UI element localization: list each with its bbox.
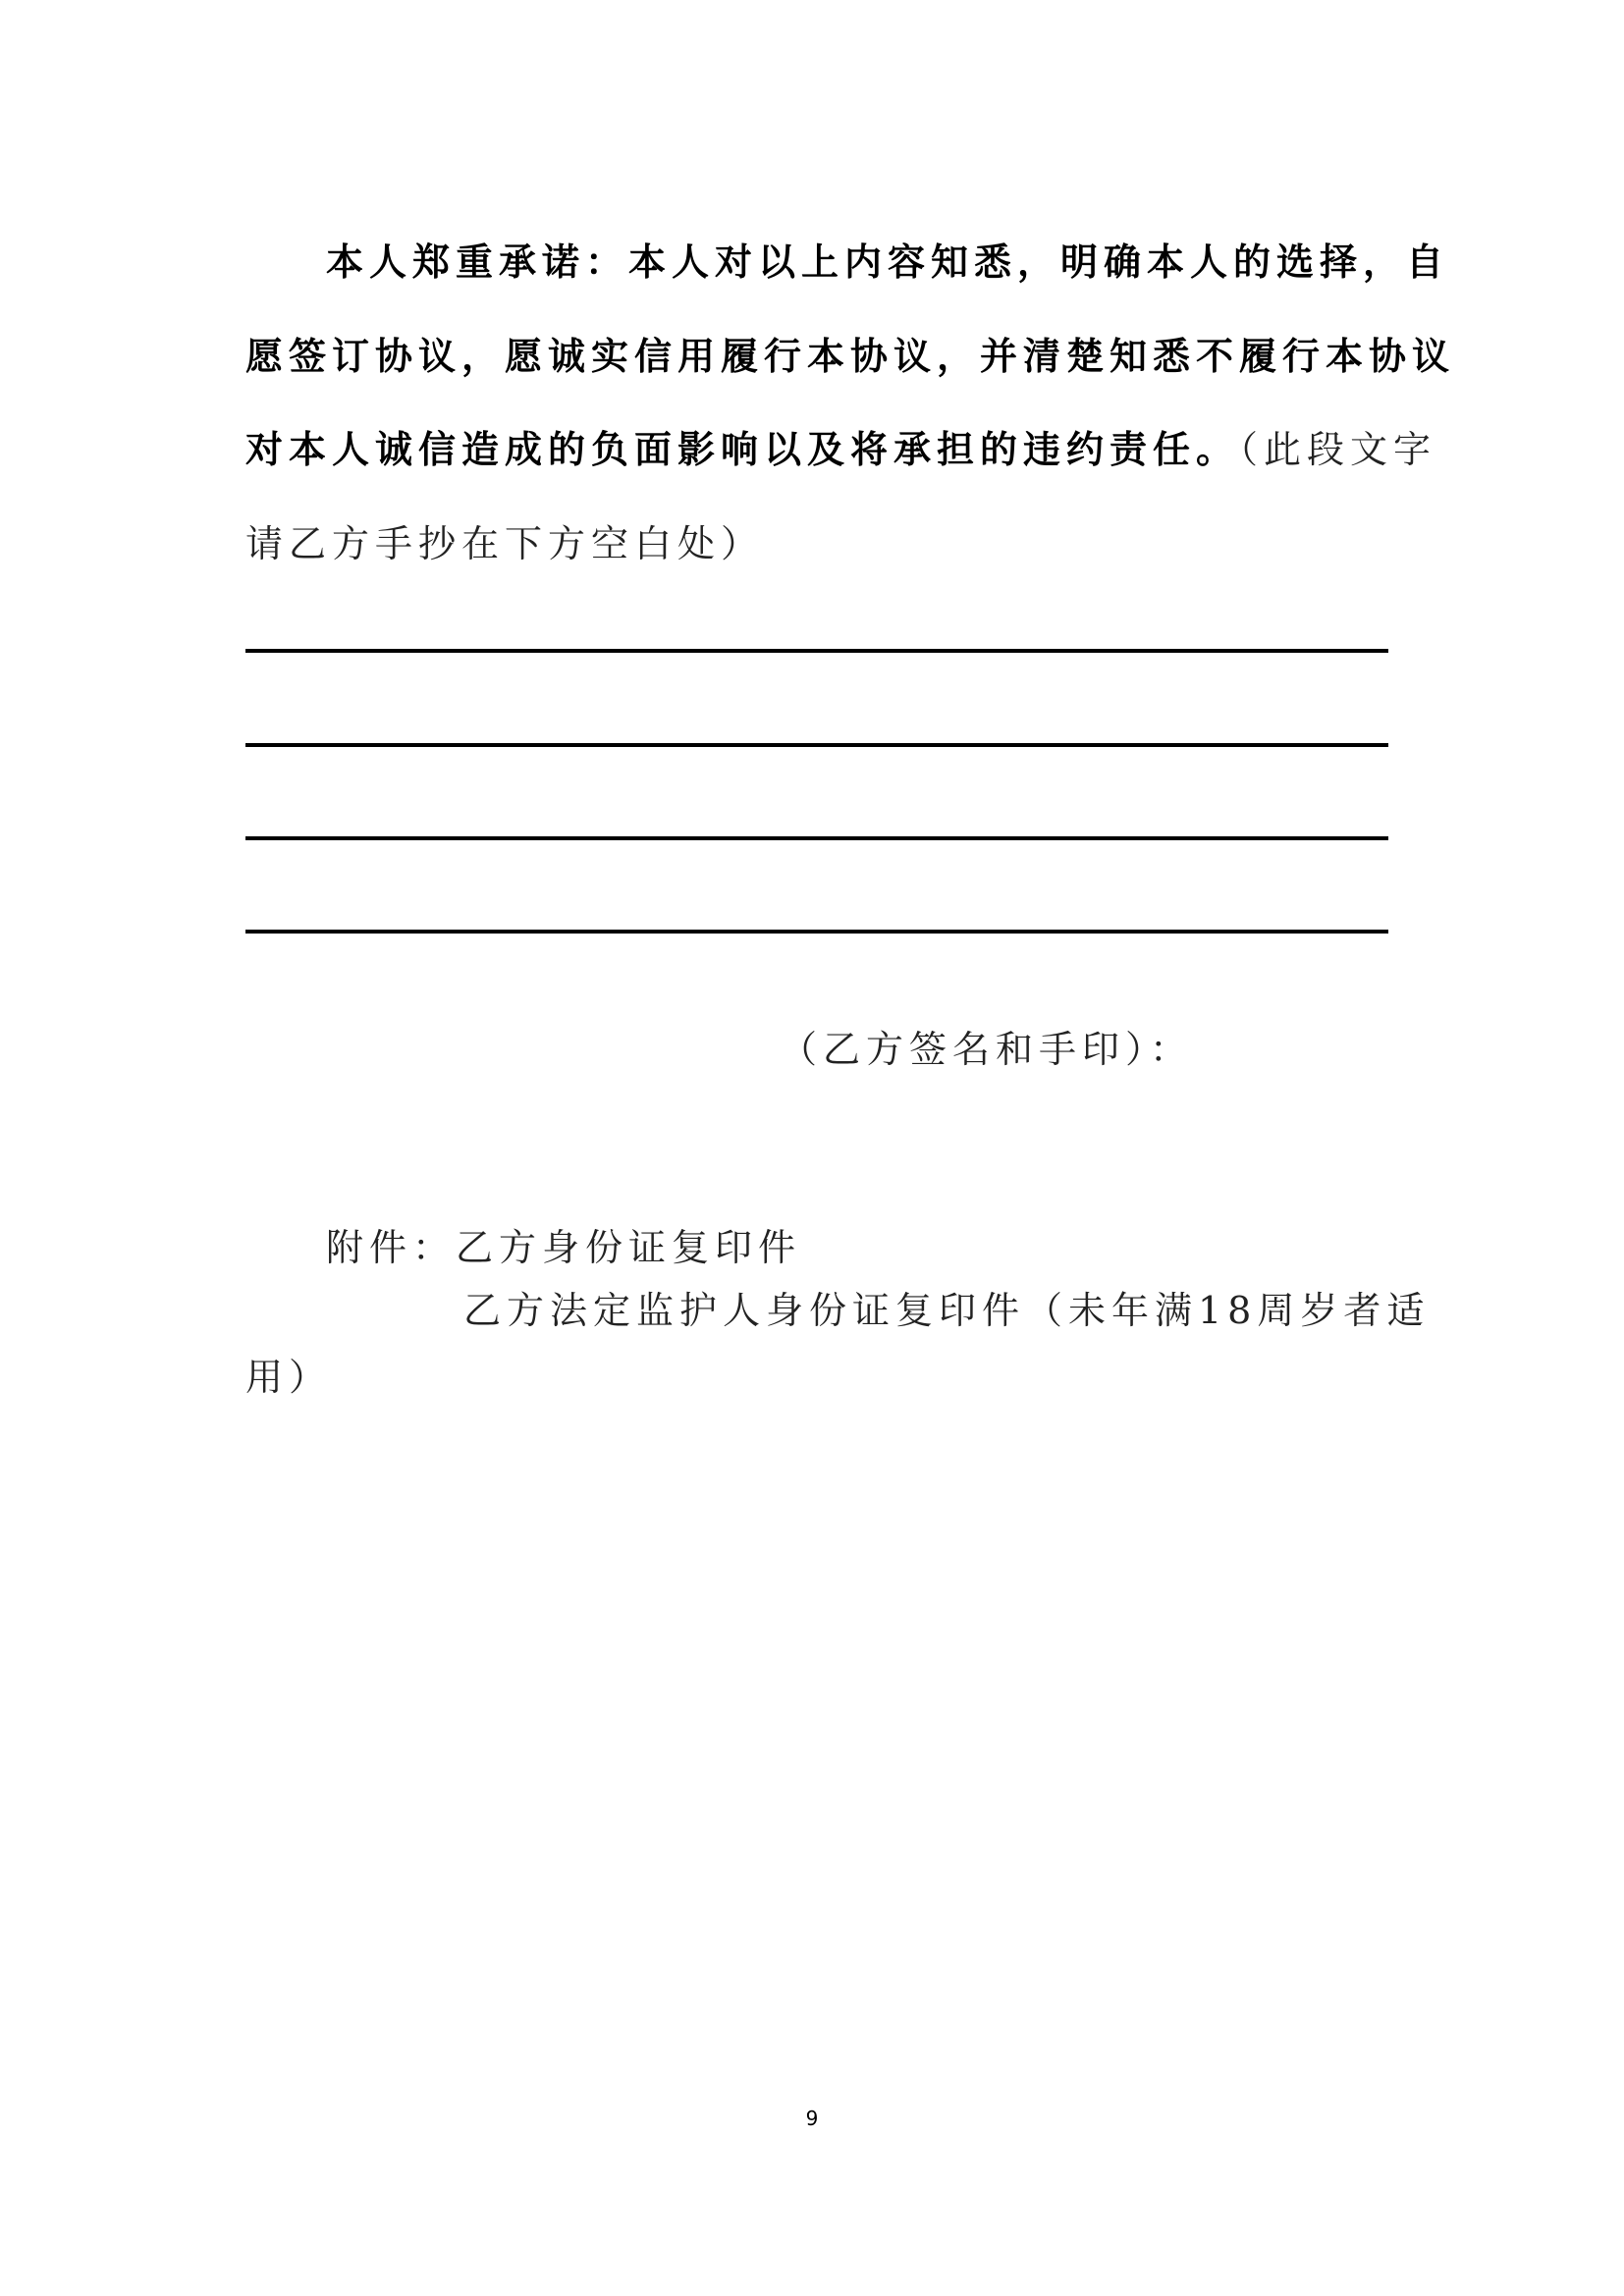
pledge-line-1: 本人郑重承诺：本人对以上内容知悉，明确本人的选择，自	[326, 240, 1450, 284]
handwriting-line-4[interactable]	[245, 930, 1388, 934]
pledge-line-2: 愿签订协议，愿诚实信用履行本协议，并清楚知悉不履行本协议	[245, 335, 1456, 378]
pledge-line-3	[245, 426, 1436, 473]
attachment-item-1: 乙方身份证复印件	[456, 1226, 802, 1269]
handwriting-line-3[interactable]	[245, 836, 1388, 840]
attachments-line-1	[326, 1224, 801, 1271]
pledge-line-3-text: 对本人诚信造成的负面影响以及将承担的违约责任。	[245, 428, 1240, 471]
handwriting-line-2[interactable]	[245, 743, 1388, 747]
handwriting-line-1[interactable]	[245, 649, 1388, 653]
attachment-item-2-continued: 用）	[245, 1356, 333, 1399]
attachments-label: 附件：	[326, 1226, 457, 1269]
pledge-line-3-note: （此段文字	[1239, 428, 1437, 471]
pledge-note-line: 请乙方手抄在下方空白处）	[245, 522, 765, 565]
attachment-item-2: 乙方法定监护人身份证复印件（未年满18周岁者适	[463, 1289, 1431, 1332]
page-number: 9	[805, 2107, 819, 2130]
signature-label: （乙方签名和手印）：	[780, 1028, 1194, 1071]
